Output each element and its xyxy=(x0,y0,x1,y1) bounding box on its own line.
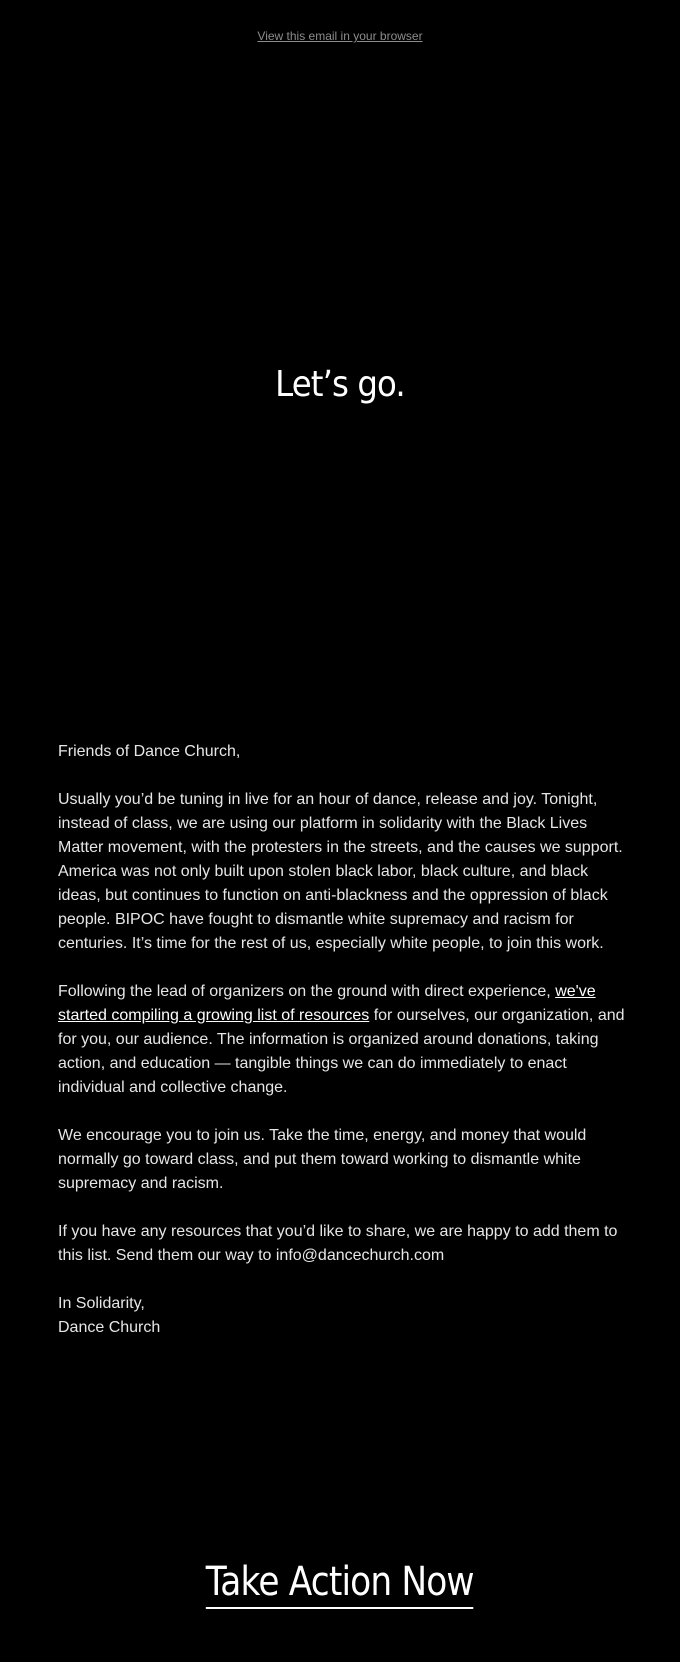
paragraph-resources-before: Following the lead of organizers on the ground with direct experience, xyxy=(58,983,556,1000)
paragraph-share: If you have any resources that you’d like to share, we are happy to add them to this list. Send them our way to info@dancechurch.com xyxy=(58,1223,618,1264)
paragraph-resources xyxy=(58,980,626,1100)
hero-title: Let’s go. xyxy=(275,364,405,405)
resources-list-link[interactable]: we've started compiling a growing list of resources xyxy=(58,983,596,1024)
signoff: In Solidarity, xyxy=(58,1295,145,1312)
take-action-button[interactable]: Take Action Now xyxy=(206,1557,474,1609)
paragraph-resources-after: for ourselves, our organization, and for you, our audience. The information is organized around donations, taking action, and education — tangible things we can do immediately to enact individual and collective change. xyxy=(58,1007,625,1096)
signature: Dance Church xyxy=(58,1319,161,1336)
paragraph-intro: Usually you’d be tuning in live for an hour of dance, release and joy. Tonight, instead of class, we are using our platform in solidarity with the Black Lives Matter movement, with the protesters in the streets, and the causes we support. America was not only built upon stolen black labor, black culture, and black ideas, but continues to function on anti-blackness and the oppression of black people. BIPOC have fought to dismantle white supremacy and racism for centuries. It’s time for the rest of us, especially white people, to join this work. xyxy=(58,791,623,952)
view-in-browser-link[interactable]: View this email in your browser xyxy=(257,29,423,43)
signoff-block xyxy=(58,1292,626,1340)
greeting: Friends of Dance Church, xyxy=(58,743,241,760)
paragraph-encourage: We encourage you to join us. Take the time, energy, and money that would normally go toward class, and put them toward working to dismantle white supremacy and racism. xyxy=(58,1127,587,1192)
letter-body xyxy=(58,740,626,1364)
cta-container xyxy=(0,1557,680,1609)
